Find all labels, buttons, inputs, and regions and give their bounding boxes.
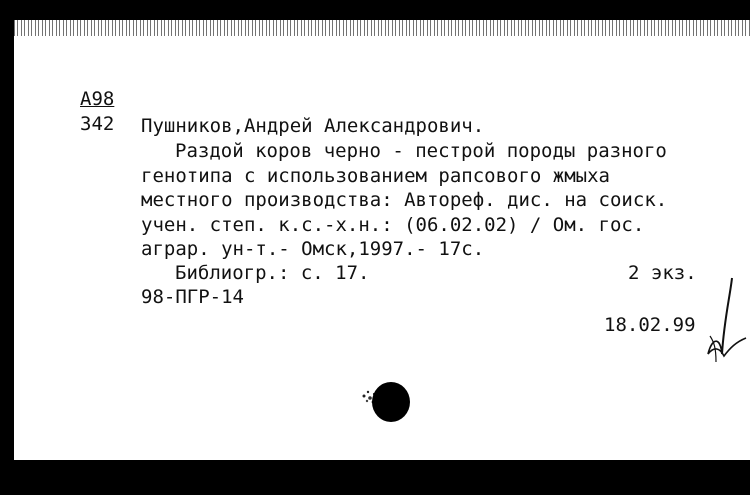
catalog-card [14, 20, 750, 460]
punch-hole [372, 382, 410, 422]
title-line-3: местного производства: Автореф. дис. на соиск. [141, 189, 668, 211]
title-line-1: Раздой коров черно - пестрой породы разного [175, 140, 667, 162]
shelf-code-1: А98 [80, 88, 115, 110]
handwritten-signature [702, 276, 750, 366]
bibliography-line: Библиогр.: с. 17. [175, 262, 370, 284]
copies-count: 2 экз. [628, 262, 697, 284]
author: Пушников,Андрей Александрович. [141, 115, 485, 137]
title-line-4: учен. степ. к.с.-х.н.: (06.02.02) / Ом. гос. [141, 214, 645, 236]
shelf-code-2: 342 [80, 113, 115, 135]
date-stamp: 18.02.99 [604, 314, 696, 336]
publication-line: аграр. ун-т.- Омск,1997.- 17с. [141, 238, 485, 260]
card-top-edge [14, 20, 750, 36]
title-line-2: генотипа с использованием рапсового жмыха [141, 165, 610, 187]
registration-code: 98-ПГР-14 [141, 286, 244, 308]
